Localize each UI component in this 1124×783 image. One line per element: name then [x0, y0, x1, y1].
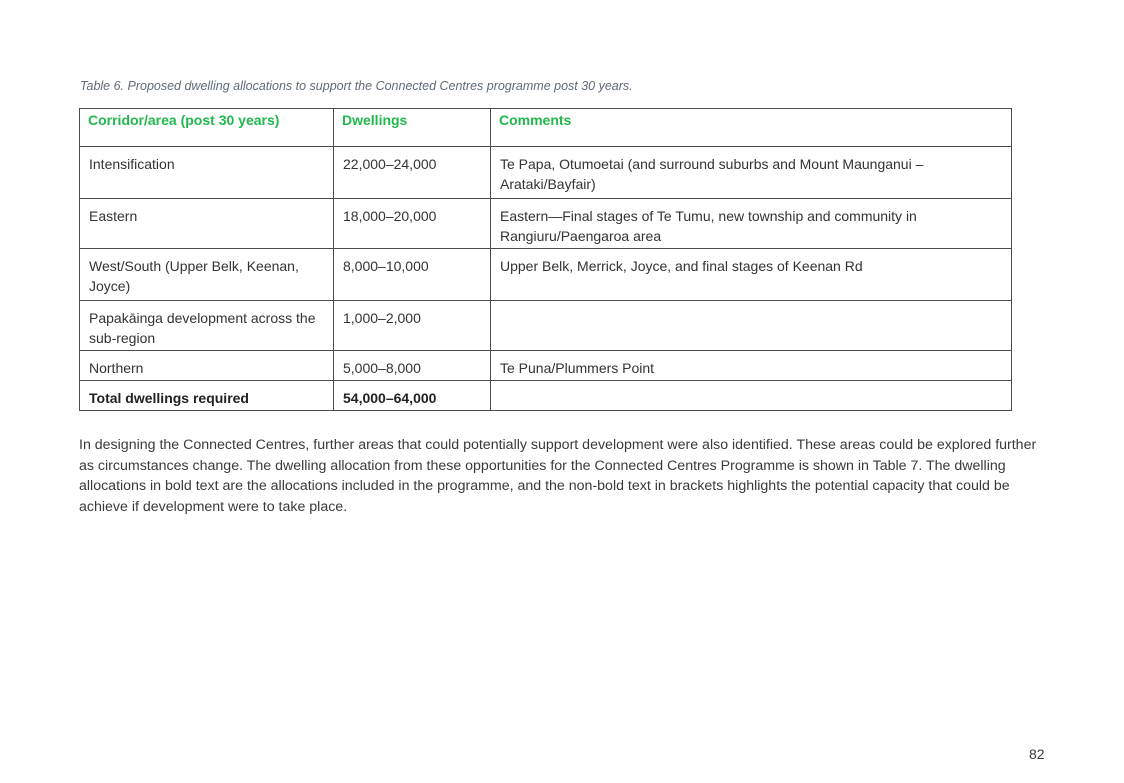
cell-area: West/South (Upper Belk, Keenan, Joyce): [80, 249, 334, 301]
cell-area: Northern: [80, 351, 334, 381]
column-header-dwellings: Dwellings: [334, 109, 491, 147]
table-row: [80, 301, 1012, 351]
cell-dwellings: 8,000–10,000: [334, 249, 491, 301]
table-row: [80, 199, 1012, 249]
dwelling-allocations-table: [79, 108, 1012, 411]
cell-dwellings: 22,000–24,000: [334, 147, 491, 199]
body-paragraph: In designing the Connected Centres, further areas that could potentially support development were also identified. These areas could be explored further as circumstances change. The dwelling allocation from these opportunities for the Connected Centres Programme is shown in Table 7. The dwelling allocations in bold text are the allocations included in the programme, and the non-bold text in brackets highlights the potential capacity that could be achieve if development were to take place.: [79, 437, 1037, 515]
cell-comments: Te Papa, Otumoetai (and surround suburbs and Mount Maunganui – Arataki/Bayfair): [491, 147, 1012, 199]
cell-dwellings: 5,000–8,000: [334, 351, 491, 381]
cell-total-label: Total dwellings required: [80, 381, 334, 411]
cell-total-comments: [491, 381, 1012, 411]
cell-comments: Eastern—Final stages of Te Tumu, new township and community in Rangiuru/Paengaroa area: [491, 199, 1012, 249]
cell-dwellings: 18,000–20,000: [334, 199, 491, 249]
cell-area: Intensification: [80, 147, 334, 199]
table-row: [80, 249, 1012, 301]
cell-comments: [491, 301, 1012, 351]
cell-comments: Te Puna/Plummers Point: [491, 351, 1012, 381]
column-header-comments: Comments: [491, 109, 1012, 147]
table-caption: Table 6. Proposed dwelling allocations to support the Connected Centres programme post 30 years.: [80, 79, 633, 93]
table-row: [80, 147, 1012, 199]
page-number: 82: [1029, 746, 1045, 762]
cell-area: Papakāinga development across the sub-region: [80, 301, 334, 351]
column-header-area: Corridor/area (post 30 years): [80, 109, 334, 147]
cell-area: Eastern: [80, 199, 334, 249]
table-header-row: [80, 109, 1012, 147]
table-row: [80, 351, 1012, 381]
cell-total-dwellings: 54,000–64,000: [334, 381, 491, 411]
table-total-row: [80, 381, 1012, 411]
cell-comments: Upper Belk, Merrick, Joyce, and final stages of Keenan Rd: [491, 249, 1012, 301]
cell-dwellings: 1,000–2,000: [334, 301, 491, 351]
